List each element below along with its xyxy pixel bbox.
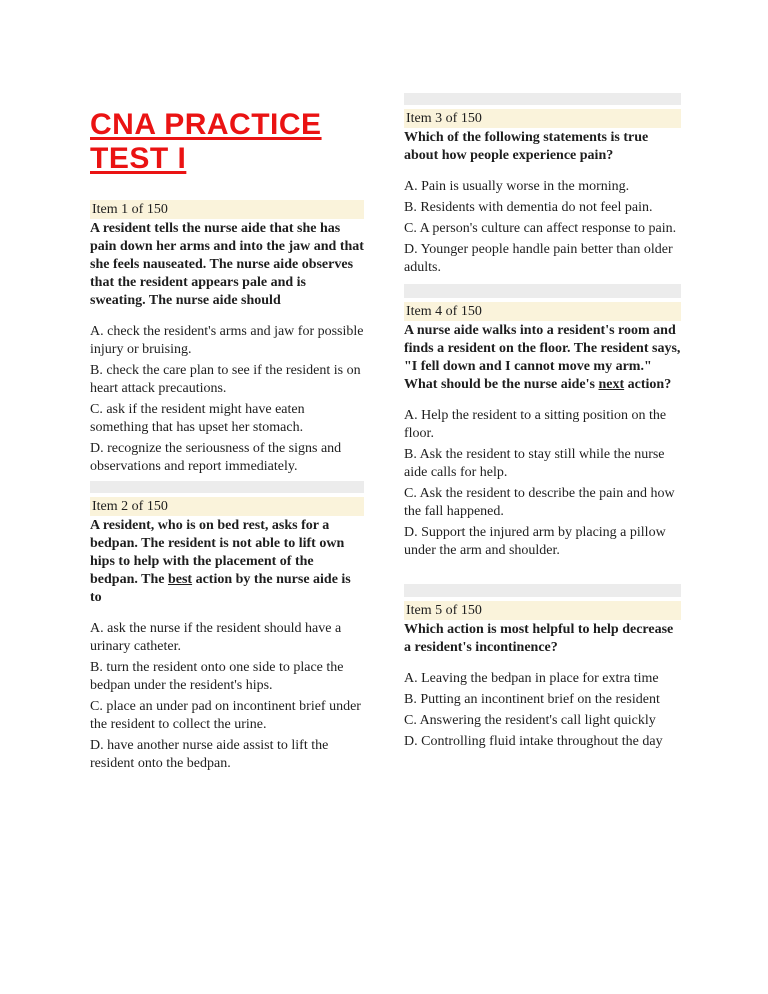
question-text: Which of the following statements is true about how people experience pain? (404, 130, 649, 163)
question-item-1 (90, 200, 364, 476)
answer-option-c: C. A person's culture can affect response to pain. (404, 221, 677, 236)
answer-option-b: B. Ask the resident to stay still while the nurse aide calls for help. (404, 447, 665, 480)
question-text: action? (624, 377, 672, 392)
left-column (90, 95, 364, 776)
answer-option-a: A. Help the resident to a sitting position on the floor. (404, 408, 667, 441)
answer-option-b: B. check the care plan to see if the resident is on heart attack precautions. (90, 363, 361, 396)
answer-option-b: B. Residents with dementia do not feel pain. (404, 200, 653, 215)
question-item-5 (404, 601, 681, 751)
item-4-header: Item 4 of 150 (404, 302, 681, 321)
answer-option-b: B. turn the resident onto one side to place the bedpan under the resident's hips. (90, 660, 344, 693)
item-4-answers (404, 407, 681, 560)
highlight-spacer (404, 584, 681, 597)
item-2-question (90, 517, 364, 607)
item-3-header: Item 3 of 150 (404, 109, 681, 128)
question-item-4 (404, 302, 681, 560)
answer-option-c: C. Answering the resident's call light quickly (404, 713, 656, 728)
highlight-spacer (90, 481, 364, 493)
answer-option-c: C. place an under pad on incontinent brief under the resident to collect the urine. (90, 699, 361, 732)
item-1-answers (90, 323, 364, 476)
answer-option-d: D. have another nurse aide assist to lift the resident onto the bedpan. (90, 738, 329, 771)
question-text: A resident tells the nurse aide that she has pain down her arms and into the jaw and that she feels nauseated. The nurse aide observes that the resident appears pale and is sweating. The nurse aide should (90, 221, 364, 308)
item-5-header: Item 5 of 150 (404, 601, 681, 620)
item-4-question (404, 322, 681, 394)
answer-option-a: A. check the resident's arms and jaw for possible injury or bruising. (90, 324, 364, 357)
question-item-2 (90, 497, 364, 773)
answer-option-a: A. ask the nurse if the resident should have a urinary catheter. (90, 621, 342, 654)
right-column (404, 93, 681, 754)
highlight-spacer (404, 284, 681, 298)
question-item-3 (404, 109, 681, 277)
answer-option-b: B. Putting an incontinent brief on the resident (404, 692, 660, 707)
answer-option-a: A. Leaving the bedpan in place for extra time (404, 671, 659, 686)
item-1-question (90, 220, 364, 310)
answer-option-d: D. Support the injured arm by placing a pillow under the arm and shoulder. (404, 525, 666, 558)
answer-option-c: C. ask if the resident might have eaten something that has upset her stomach. (90, 402, 305, 435)
question-text: A nurse aide walks into a resident's room and finds a resident on the floor. The resident says, "I fell down and I cannot move my arm." What should be the nurse aide's (404, 323, 681, 392)
item-3-question (404, 129, 681, 165)
item-5-answers (404, 670, 681, 751)
item-2-answers (90, 620, 364, 773)
answer-option-d: D. Controlling fluid intake throughout the day (404, 734, 663, 749)
answer-option-d: D. recognize the seriousness of the signs and observations and report immediately. (90, 441, 342, 474)
answer-option-a: A. Pain is usually worse in the morning. (404, 179, 630, 194)
page-title: CNA PRACTICE TEST I (90, 108, 322, 175)
item-5-question (404, 621, 681, 657)
answer-option-c: C. Ask the resident to describe the pain and how the fall happened. (404, 486, 675, 519)
item-1-header: Item 1 of 150 (90, 200, 364, 219)
question-text: Which action is most helpful to help decrease a resident's incontinence? (404, 622, 674, 655)
question-underlined-word: best (167, 572, 193, 587)
question-text: action by the nurse aide is to (90, 572, 351, 605)
item-2-header: Item 2 of 150 (90, 497, 364, 516)
highlight-spacer (404, 93, 681, 105)
answer-option-d: D. Younger people handle pain better than older adults. (404, 242, 673, 275)
item-3-answers (404, 178, 681, 277)
question-underlined-word: next (598, 377, 625, 392)
question-text: A resident, who is on bed rest, asks for a bedpan. The resident is not able to lift own hips to help with the placement of the bedpan. The (90, 518, 345, 587)
